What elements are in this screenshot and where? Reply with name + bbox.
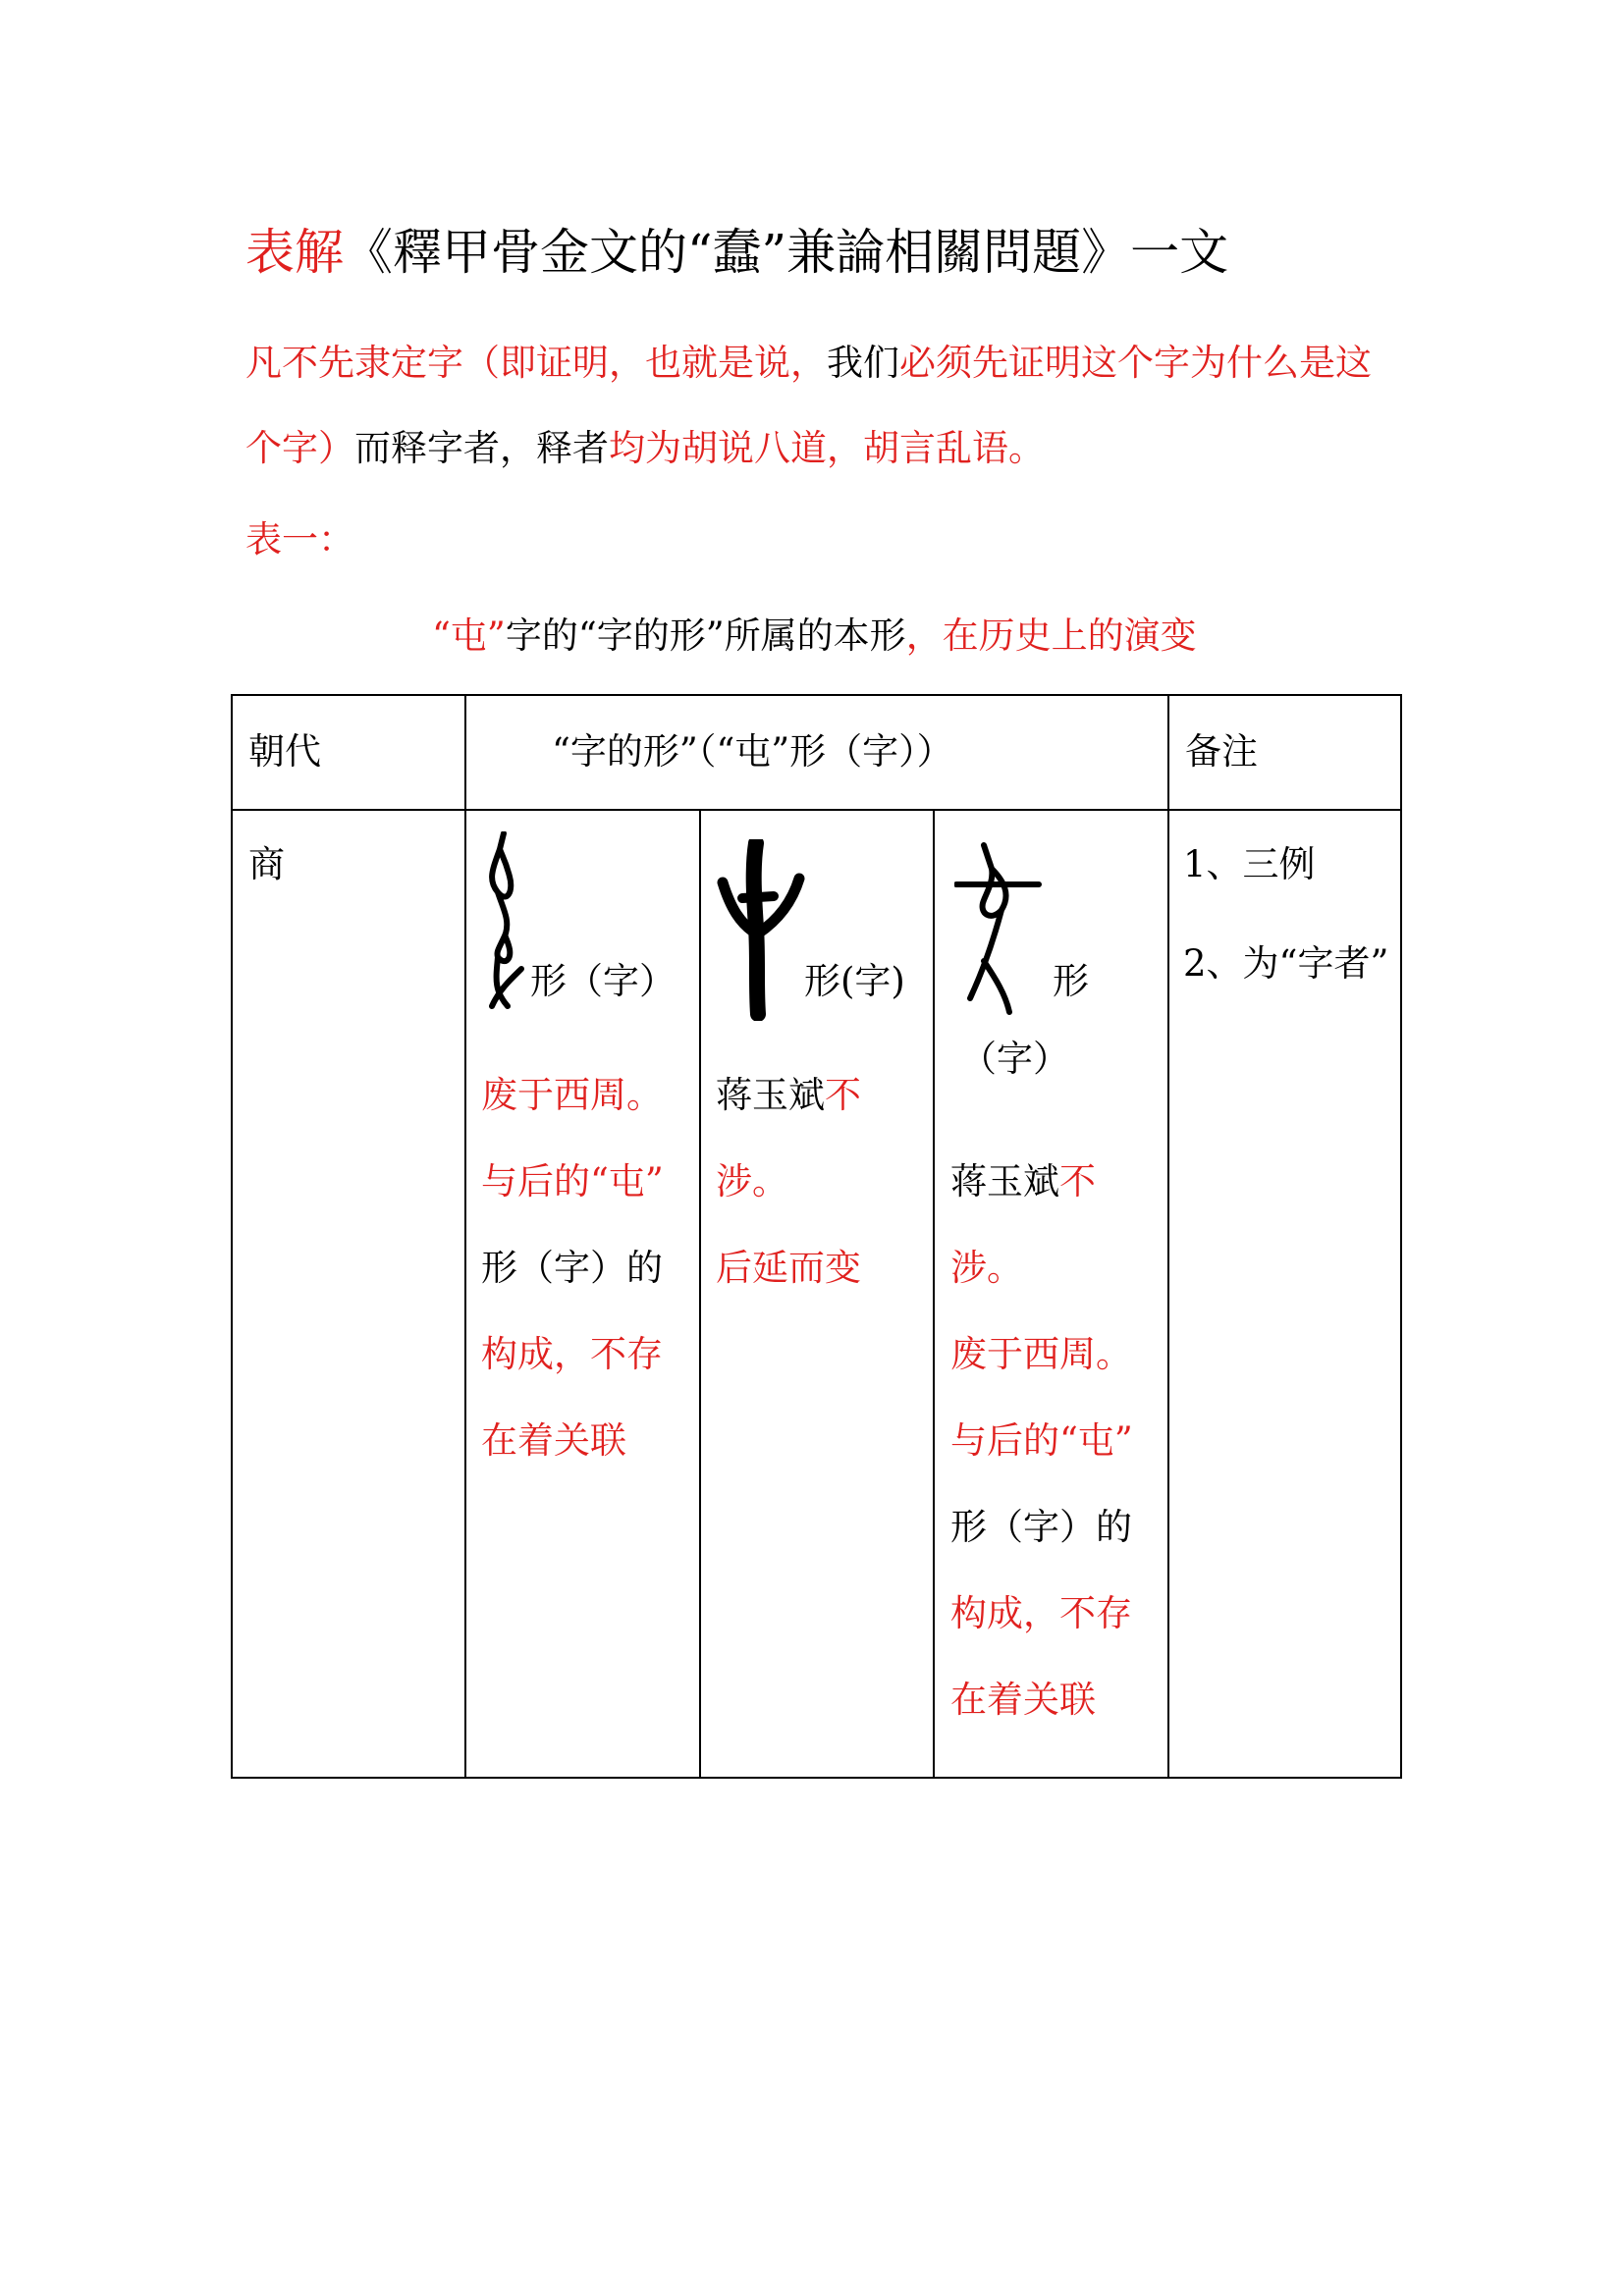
table-col-divider-1 <box>464 694 466 1779</box>
table-col-divider-4 <box>1167 694 1169 1779</box>
oracle-bone-tun-glyph-3-icon <box>954 841 1043 1023</box>
col1-line-2: 与后的“屯” <box>481 1160 664 1202</box>
col2-line-2: 涉。 <box>716 1160 788 1202</box>
caption-part-2: 字的“字的形”所属的本形 <box>505 614 906 657</box>
intro-text-3: 必须先证明这个字为什么是这个字） <box>245 342 1372 469</box>
col3-line-4: 与后的“屯” <box>950 1419 1133 1462</box>
col2-line-3: 后延而变 <box>716 1247 861 1289</box>
col1-line-3: 形（字）的 <box>481 1247 663 1289</box>
table-col-divider-3 <box>933 809 935 1779</box>
table-col-divider-2 <box>699 809 701 1779</box>
note-line-1: 1、三例 <box>1183 843 1316 885</box>
col1-form-label: 形（字） <box>530 960 676 1002</box>
col2-line-1-a: 蒋玉斌 <box>716 1074 825 1116</box>
col3-form-label: 形 <box>1053 960 1089 1002</box>
table-border-left <box>231 694 233 1779</box>
col2-line-1-b: 不 <box>825 1074 861 1116</box>
note-line-2: 2、为“字者” <box>1183 942 1389 985</box>
table-border-bottom <box>231 1777 1402 1779</box>
intro-text-4: 而释字者，释者 <box>354 427 609 469</box>
col3-line-5: 形（字）的 <box>950 1506 1132 1548</box>
intro-text-2: 我们 <box>827 342 899 384</box>
row-dynasty: 商 <box>248 843 285 885</box>
document-title <box>245 218 1228 287</box>
header-form: “字的形”（“屯”形（字）） <box>552 730 953 773</box>
caption-part-3: ，在历史上的演变 <box>905 614 1197 657</box>
title-main: 《釋甲骨金文的“蠢”兼論相關問題》一文 <box>344 224 1229 281</box>
col3-line-2: 涉。 <box>950 1247 1023 1289</box>
intro-text-1: 凡不先隶定字（即证明，也就是说， <box>245 342 827 384</box>
header-note: 备注 <box>1185 730 1258 773</box>
caption-part-1: “屯” <box>432 614 506 657</box>
intro-paragraph <box>245 320 1404 491</box>
col3-line-6: 构成，不存 <box>950 1592 1132 1634</box>
table-caption <box>432 607 1197 666</box>
col3-line-3: 废于西周。 <box>950 1333 1132 1375</box>
col3-line-1-b: 不 <box>1059 1160 1096 1202</box>
oracle-bone-tun-glyph-2-icon <box>717 839 805 1021</box>
col2-line-1 <box>716 1052 861 1139</box>
col1-line-4: 构成，不存 <box>481 1333 663 1375</box>
col3-line-1-a: 蒋玉斌 <box>950 1160 1059 1202</box>
col2-form-label: 形(字) <box>804 960 905 1002</box>
evolution-table <box>231 694 1402 1779</box>
intro-text-5: 均为胡说八道，胡言乱语。 <box>609 427 1045 469</box>
col1-line-1: 废于西周。 <box>481 1074 663 1116</box>
oracle-bone-tun-glyph-1-icon <box>478 831 537 1018</box>
table-header-divider <box>231 809 1402 811</box>
col3-line-7: 在着关联 <box>950 1679 1096 1721</box>
table-label: 表一： <box>245 518 354 561</box>
table-border-top <box>231 694 1402 696</box>
col1-line-5: 在着关联 <box>481 1419 626 1462</box>
table-border-right <box>1400 694 1402 1779</box>
header-dynasty: 朝代 <box>248 730 321 773</box>
col3-form-label-2: （字） <box>960 1038 1069 1080</box>
title-prefix: 表解 <box>245 224 344 281</box>
col3-line-1 <box>950 1139 1096 1225</box>
